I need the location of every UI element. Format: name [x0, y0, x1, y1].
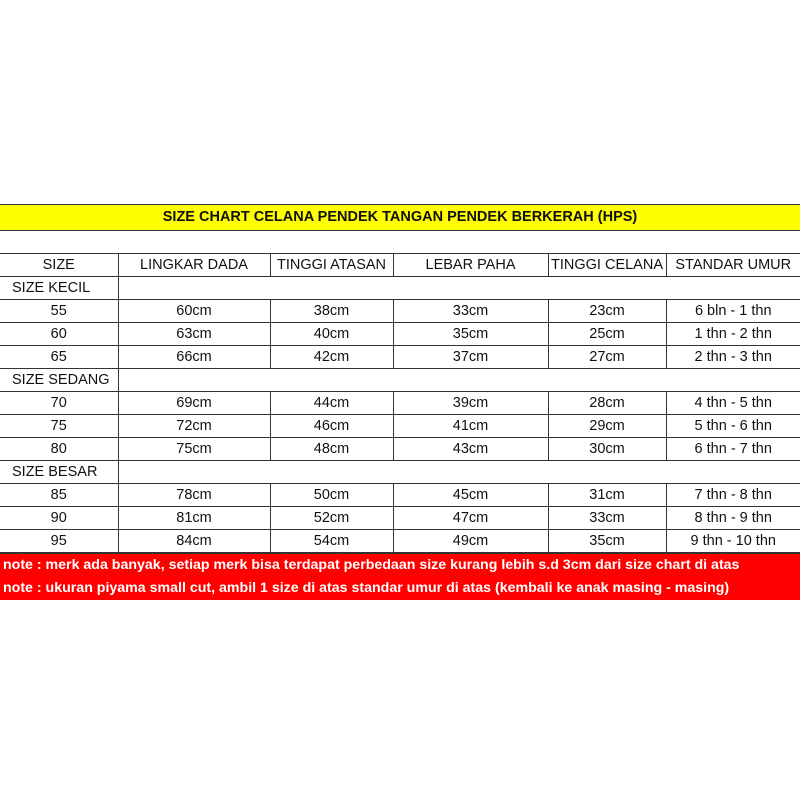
group-row [0, 369, 800, 392]
table-cell: 65 [0, 346, 118, 369]
table-cell: 31cm [548, 484, 666, 507]
table-cell: 28cm [548, 392, 666, 415]
table-cell: 78cm [118, 484, 270, 507]
table-cell: 4 thn - 5 thn [666, 392, 800, 415]
table-cell: 90 [0, 507, 118, 530]
table-cell: 43cm [393, 438, 548, 461]
table-cell: 1 thn - 2 thn [666, 323, 800, 346]
table-cell: 9 thn - 10 thn [666, 530, 800, 553]
header-cell: STANDAR UMUR [666, 254, 800, 277]
table-cell: 60cm [118, 300, 270, 323]
table-cell: 39cm [393, 392, 548, 415]
note-line: note : merk ada banyak, setiap merk bisa terdapat perbedaan size kurang lebih s.d 3cm dari size chart di atas [3, 557, 740, 573]
notes-block [0, 553, 800, 600]
table-cell: 70 [0, 392, 118, 415]
table-cell: 80 [0, 438, 118, 461]
header-row [0, 254, 800, 277]
table-cell: 72cm [118, 415, 270, 438]
group-filler [118, 369, 800, 392]
table-cell: 85 [0, 484, 118, 507]
table-cell: 52cm [270, 507, 393, 530]
group-filler [118, 461, 800, 484]
size-chart-sheet [0, 204, 800, 600]
table-cell: 5 thn - 6 thn [666, 415, 800, 438]
spacer-row [0, 230, 800, 254]
group-label: SIZE KECIL [0, 277, 118, 300]
table-cell: 60 [0, 323, 118, 346]
table-row [0, 346, 800, 369]
table-cell: 37cm [393, 346, 548, 369]
table-cell: 47cm [393, 507, 548, 530]
table-row [0, 392, 800, 415]
group-label: SIZE BESAR [0, 461, 118, 484]
table-cell: 84cm [118, 530, 270, 553]
table-cell: 6 bln - 1 thn [666, 300, 800, 323]
header-cell: LEBAR PAHA [393, 254, 548, 277]
header-cell: SIZE [0, 254, 118, 277]
table-cell: 55 [0, 300, 118, 323]
table-cell: 40cm [270, 323, 393, 346]
table-row [0, 323, 800, 346]
table-cell: 33cm [393, 300, 548, 323]
table-cell: 30cm [548, 438, 666, 461]
table-cell: 48cm [270, 438, 393, 461]
table-row [0, 530, 800, 553]
table-cell: 49cm [393, 530, 548, 553]
table-cell: 95 [0, 530, 118, 553]
table-cell: 75 [0, 415, 118, 438]
table-cell: 44cm [270, 392, 393, 415]
table-cell: 38cm [270, 300, 393, 323]
table-cell: 75cm [118, 438, 270, 461]
table-cell: 45cm [393, 484, 548, 507]
group-row [0, 461, 800, 484]
table-cell: 23cm [548, 300, 666, 323]
table-row [0, 300, 800, 323]
table-row [0, 438, 800, 461]
table-cell: 50cm [270, 484, 393, 507]
table-cell: 46cm [270, 415, 393, 438]
group-filler [118, 277, 800, 300]
table-row [0, 484, 800, 507]
header-cell: LINGKAR DADA [118, 254, 270, 277]
table-cell: 33cm [548, 507, 666, 530]
header-cell: TINGGI ATASAN [270, 254, 393, 277]
table-cell: 7 thn - 8 thn [666, 484, 800, 507]
group-label: SIZE SEDANG [0, 369, 118, 392]
table-cell: 54cm [270, 530, 393, 553]
table-cell: 25cm [548, 323, 666, 346]
table-cell: 69cm [118, 392, 270, 415]
table-cell: 42cm [270, 346, 393, 369]
table-cell: 63cm [118, 323, 270, 346]
table-cell: 35cm [393, 323, 548, 346]
table-cell: 35cm [548, 530, 666, 553]
note-line: note : ukuran piyama small cut, ambil 1 size di atas standar umur di atas (kembali ke anak masing - masing) [3, 580, 730, 596]
header-cell: TINGGI CELANA [548, 254, 666, 277]
table-cell: 81cm [118, 507, 270, 530]
table-body [0, 277, 800, 553]
chart-title: SIZE CHART CELANA PENDEK TANGAN PENDEK BERKERAH (HPS) [0, 204, 800, 230]
table-cell: 66cm [118, 346, 270, 369]
group-row [0, 277, 800, 300]
table-cell: 2 thn - 3 thn [666, 346, 800, 369]
size-table [0, 254, 800, 553]
table-cell: 29cm [548, 415, 666, 438]
table-cell: 8 thn - 9 thn [666, 507, 800, 530]
table-row [0, 507, 800, 530]
table-row [0, 415, 800, 438]
table-cell: 6 thn - 7 thn [666, 438, 800, 461]
table-cell: 41cm [393, 415, 548, 438]
table-cell: 27cm [548, 346, 666, 369]
